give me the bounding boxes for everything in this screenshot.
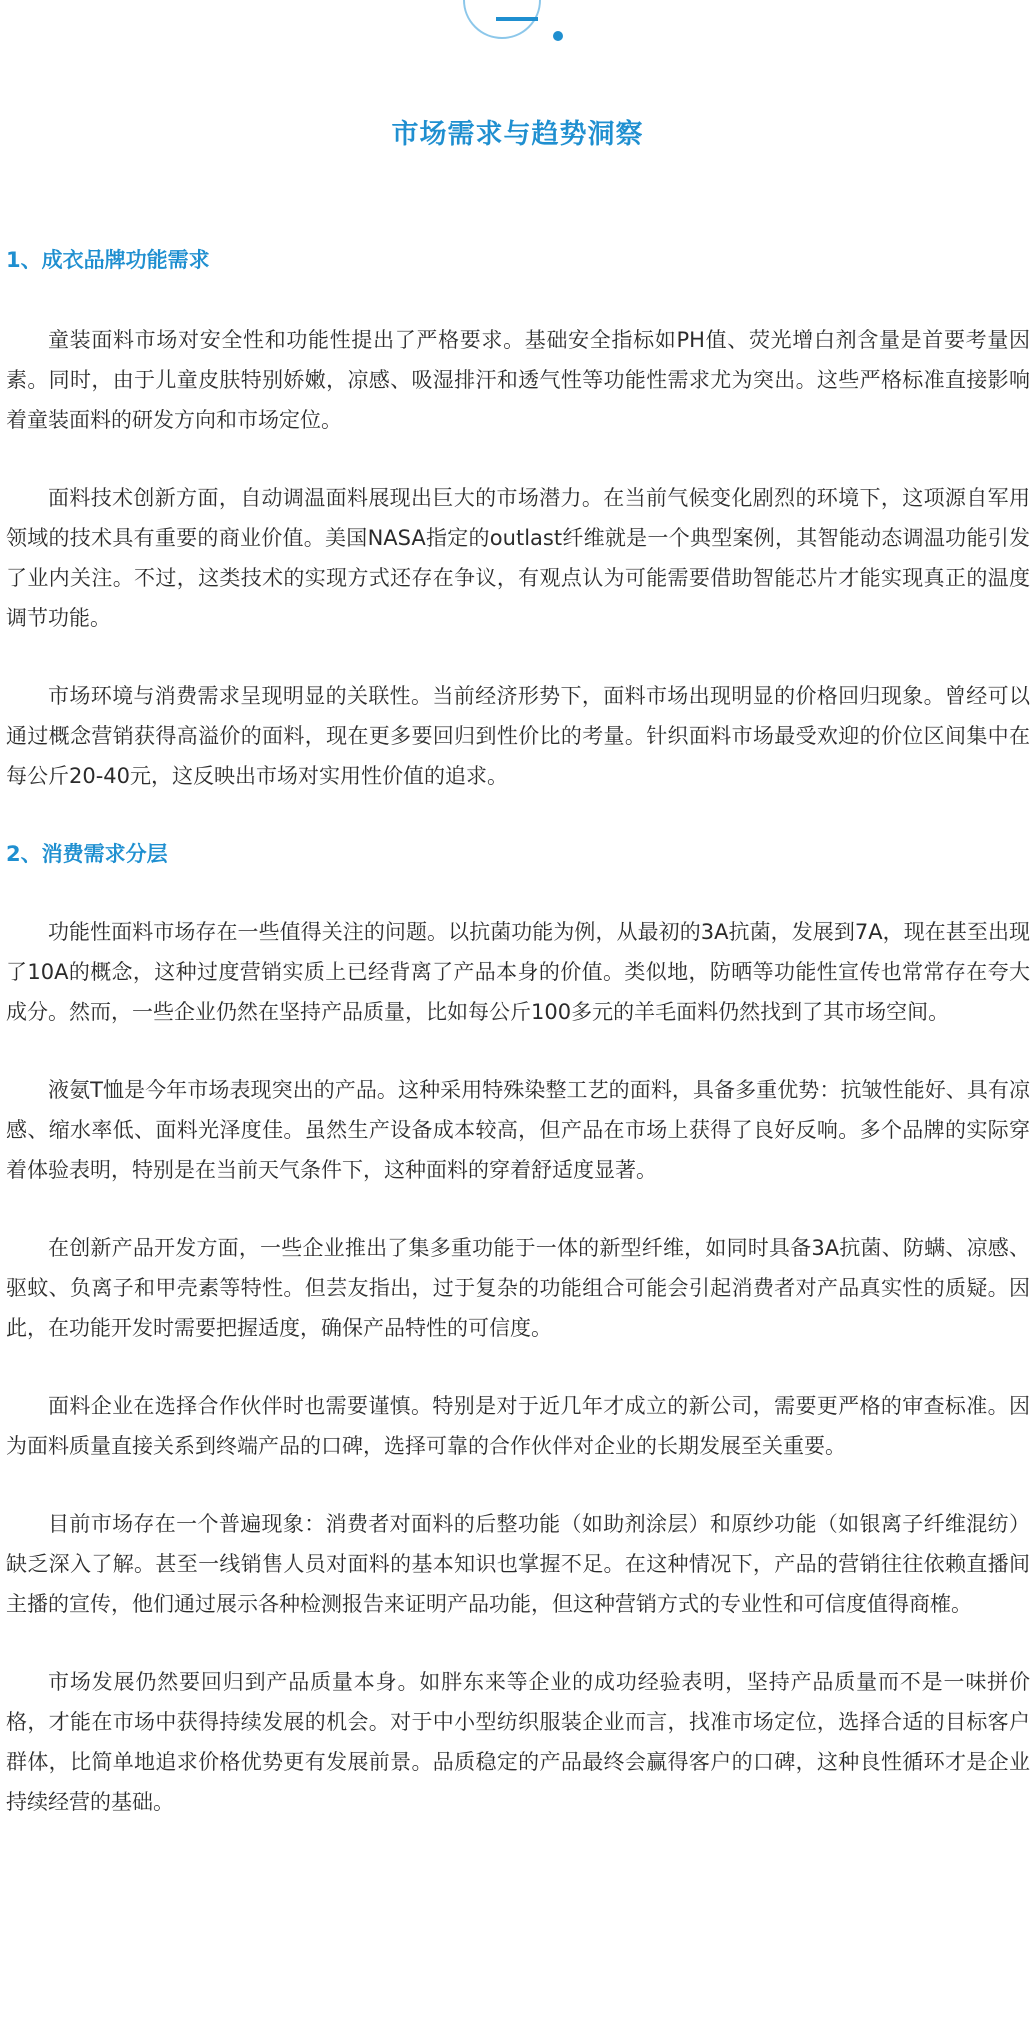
paragraph: 市场环境与消费需求呈现明显的关联性。当前经济形势下，面料市场出现明显的价格回归现象。曾经可以通过概念营销获得高溢价的面料，现在更多要回归到性价比的考量。针织面料市场最受欢迎的价位区间集中在每公斤20-40元，这反映出市场对实用性价值的追求。 (6, 684, 1030, 788)
header-circle-ornament (0, 0, 1035, 60)
paragraph: 童装面料市场对安全性和功能性提出了严格要求。基础安全指标如PH值、荧光增白剂含量是首要考量因素。同时，由于儿童皮肤特别娇嫩，凉感、吸湿排汗和透气性等功能性需求尤为突出。这些严格标准直接影响着童装面料的研发方向和市场定位。 (6, 328, 1030, 432)
dash-mark (496, 17, 538, 21)
section-heading: 1、成衣品牌功能需求 (6, 248, 210, 272)
paragraph: 目前市场存在一个普遍现象：消费者对面料的后整功能（如助剂涂层）和原纱功能（如银离子纤维混纺）缺乏深入了解。甚至一线销售人员对面料的基本知识也掌握不足。在这种情况下，产品的营销往往依赖直播间主播的宣传，他们通过展示各种检测报告来证明产品功能，但这种营销方式的专业性和可信度值得商榷。 (6, 1512, 1030, 1616)
section-brand-function-needs (6, 240, 1030, 796)
article-content (6, 232, 1030, 1822)
section-heading: 2、消费需求分层 (6, 842, 168, 866)
paragraph: 功能性面料市场存在一些值得关注的问题。以抗菌功能为例，从最初的3A抗菌，发展到7A，现在甚至出现了10A的概念，这种过度营销实质上已经背离了产品本身的价值。类似地，防晒等功能性宣传也常常存在夸大成分。然而，一些企业仍然在坚持产品质量，比如每公斤100多元的羊毛面料仍然找到了其市场空间。 (6, 920, 1030, 1024)
paragraph: 市场发展仍然要回归到产品质量本身。如胖东来等企业的成功经验表明，坚持产品质量而不是一味拼价格，才能在市场中获得持续发展的机会。对于中小型纺织服装企业而言，找准市场定位，选择合适的目标客户群体，比简单地追求价格优势更有发展前景。品质稳定的产品最终会赢得客户的口碑，这种良性循环才是企业持续经营的基础。 (6, 1670, 1030, 1814)
paragraph: 在创新产品开发方面，一些企业推出了集多重功能于一体的新型纤维，如同时具备3A抗菌、防螨、凉感、驱蚊、负离子和甲壳素等特性。但芸友指出，过于复杂的功能组合可能会引起消费者对产品真实性的质疑。因此，在功能开发时需要把握适度，确保产品特性的可信度。 (6, 1236, 1030, 1340)
section-consumer-demand-tiers (6, 834, 1030, 1822)
paragraph: 面料企业在选择合作伙伴时也需要谨慎。特别是对于近几年才成立的新公司，需要更严格的审查标准。因为面料质量直接关系到终端产品的口碑，选择可靠的合作伙伴对企业的长期发展至关重要。 (6, 1394, 1030, 1458)
paragraph: 液氨T恤是今年市场表现突出的产品。这种采用特殊染整工艺的面料，具备多重优势：抗皱性能好、具有凉感、缩水率低、面料光泽度佳。虽然生产设备成本较高，但产品在市场上获得了良好反响。多个品牌的实际穿着体验表明，特别是在当前天气条件下，这种面料的穿着舒适度显著。 (6, 1078, 1030, 1182)
dot-mark (553, 31, 563, 41)
page-title: 市场需求与趋势洞察 (391, 119, 644, 150)
paragraph: 面料技术创新方面，自动调温面料展现出巨大的市场潜力。在当前气候变化剧烈的环境下，这项源自军用领域的技术具有重要的商业价值。美国NASA指定的outlast纤维就是一个典型案例，其智能动态调温功能引发了业内关注。不过，这类技术的实现方式还存在争议，有观点认为可能需要借助智能芯片才能实现真正的温度调节功能。 (6, 486, 1030, 630)
